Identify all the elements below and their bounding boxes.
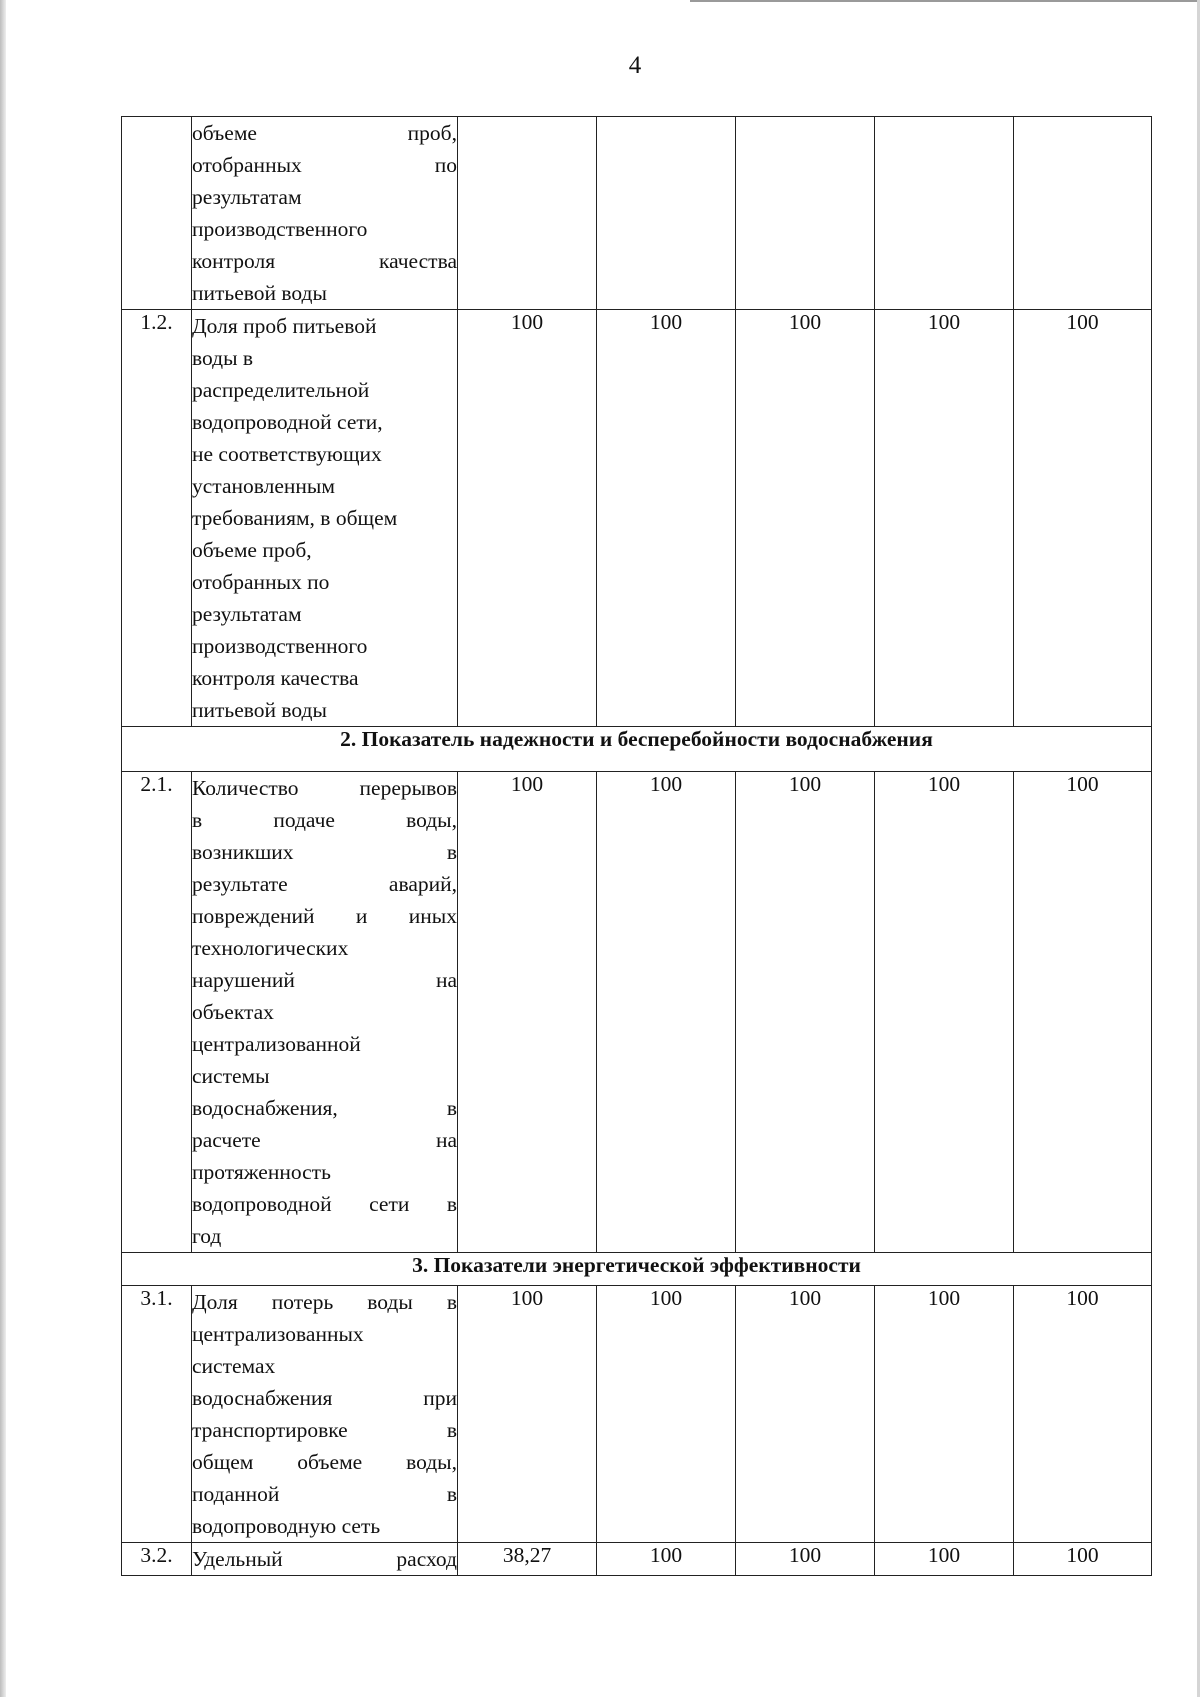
description-line: результатам (192, 185, 302, 209)
row-number-cell: 3.1. (122, 1286, 192, 1543)
description-line: централизованных (192, 1322, 364, 1346)
description-line: Доля проб питьевой (192, 314, 377, 338)
value-cell: 38,27 (458, 1543, 597, 1576)
value-cell: 100 (736, 1543, 875, 1576)
description-line: повреждений и иных (192, 904, 457, 928)
indicator-description (192, 772, 458, 1253)
value-cell: 100 (1014, 1286, 1152, 1543)
description-line: водоснабжения, в (192, 1096, 457, 1120)
description-line: возникших в (192, 840, 457, 864)
value-cell: 100 (875, 310, 1014, 727)
table-row-3-2 (122, 1543, 1152, 1576)
description-line: Количество перерывов (192, 776, 457, 800)
value-cell: 100 (1014, 1543, 1152, 1576)
description-line: централизованной (192, 1032, 361, 1056)
description-line: питьевой воды (192, 698, 327, 722)
scan-edge-top (690, 0, 1200, 2)
description-line: протяженность (192, 1160, 331, 1184)
table-row-continuation (122, 117, 1152, 310)
description-line: результатам (192, 602, 302, 626)
section-heading-3: 3. Показатели энергетической эффективности (122, 1253, 1152, 1286)
description-line: установленным (192, 474, 335, 498)
row-number-cell: 1.2. (122, 310, 192, 727)
description-line: Доля потерь воды в (192, 1290, 457, 1314)
value-cell: 100 (736, 772, 875, 1253)
value-cell (736, 117, 875, 310)
description-line: требованиям, в общем (192, 506, 398, 530)
description-line: производственного (192, 634, 368, 658)
description-line: распределительной (192, 378, 370, 402)
description-line: отобранных по (192, 153, 457, 177)
indicator-description (192, 310, 458, 727)
value-cell: 100 (597, 1543, 736, 1576)
description-line: в подаче воды, (192, 808, 457, 832)
description-line: транспортировке в (192, 1418, 457, 1442)
row-number-cell: 3.2. (122, 1543, 192, 1576)
description-line: объеме проб, (192, 121, 457, 145)
value-cell: 100 (875, 772, 1014, 1253)
description-line: системах (192, 1354, 276, 1378)
page-number: 4 (628, 52, 642, 79)
description-line: объеме проб, (192, 538, 312, 562)
value-cell: 100 (875, 1286, 1014, 1543)
value-cell: 100 (597, 310, 736, 727)
scan-edge-left (0, 0, 6, 1697)
description-line: системы (192, 1064, 270, 1088)
value-cell: 100 (458, 1286, 597, 1543)
description-line: технологических (192, 936, 349, 960)
value-cell: 100 (597, 772, 736, 1253)
value-cell: 100 (597, 1286, 736, 1543)
description-line: общем объеме воды, (192, 1450, 457, 1474)
indicators-table (121, 116, 1152, 1576)
description-line: водопроводной сети в (192, 1192, 457, 1216)
row-number-cell: 2.1. (122, 772, 192, 1253)
value-cell: 100 (736, 310, 875, 727)
description-line: водопроводной сети, (192, 410, 383, 434)
description-line: отобранных по (192, 570, 330, 594)
description-line: контроля качества (192, 249, 457, 273)
indicator-description (192, 1543, 458, 1576)
description-line: воды в (192, 346, 254, 370)
description-line: объектах (192, 1000, 274, 1024)
value-cell: 100 (1014, 772, 1152, 1253)
value-cell: 100 (736, 1286, 875, 1543)
section-header-row (122, 727, 1152, 772)
value-cell: 100 (458, 772, 597, 1253)
description-line: год (192, 1224, 222, 1248)
description-line: поданной в (192, 1482, 457, 1506)
row-number-cell (122, 117, 192, 310)
section-heading-2: 2. Показатель надежности и бесперебойности водоснабжения (122, 727, 1152, 772)
table-row-3-1 (122, 1286, 1152, 1543)
value-cell (458, 117, 597, 310)
indicator-description (192, 117, 458, 310)
value-cell (875, 117, 1014, 310)
description-line: расчете на (192, 1128, 457, 1152)
description-line: питьевой воды (192, 281, 327, 305)
table-row-1-2 (122, 310, 1152, 727)
description-line: Удельный расход (192, 1547, 457, 1571)
value-cell: 100 (1014, 310, 1152, 727)
value-cell (1014, 117, 1152, 310)
description-line: контроля качества (192, 666, 359, 690)
indicator-description (192, 1286, 458, 1543)
description-line: водопроводную сеть (192, 1514, 381, 1538)
description-line: производственного (192, 217, 368, 241)
description-line: водоснабжения при (192, 1386, 457, 1410)
description-line: не соответствующих (192, 442, 382, 466)
value-cell: 100 (875, 1543, 1014, 1576)
description-line: нарушений на (192, 968, 457, 992)
description-line: результате аварий, (192, 872, 457, 896)
value-cell (597, 117, 736, 310)
table-row-2-1 (122, 772, 1152, 1253)
section-header-row (122, 1253, 1152, 1286)
value-cell: 100 (458, 310, 597, 727)
